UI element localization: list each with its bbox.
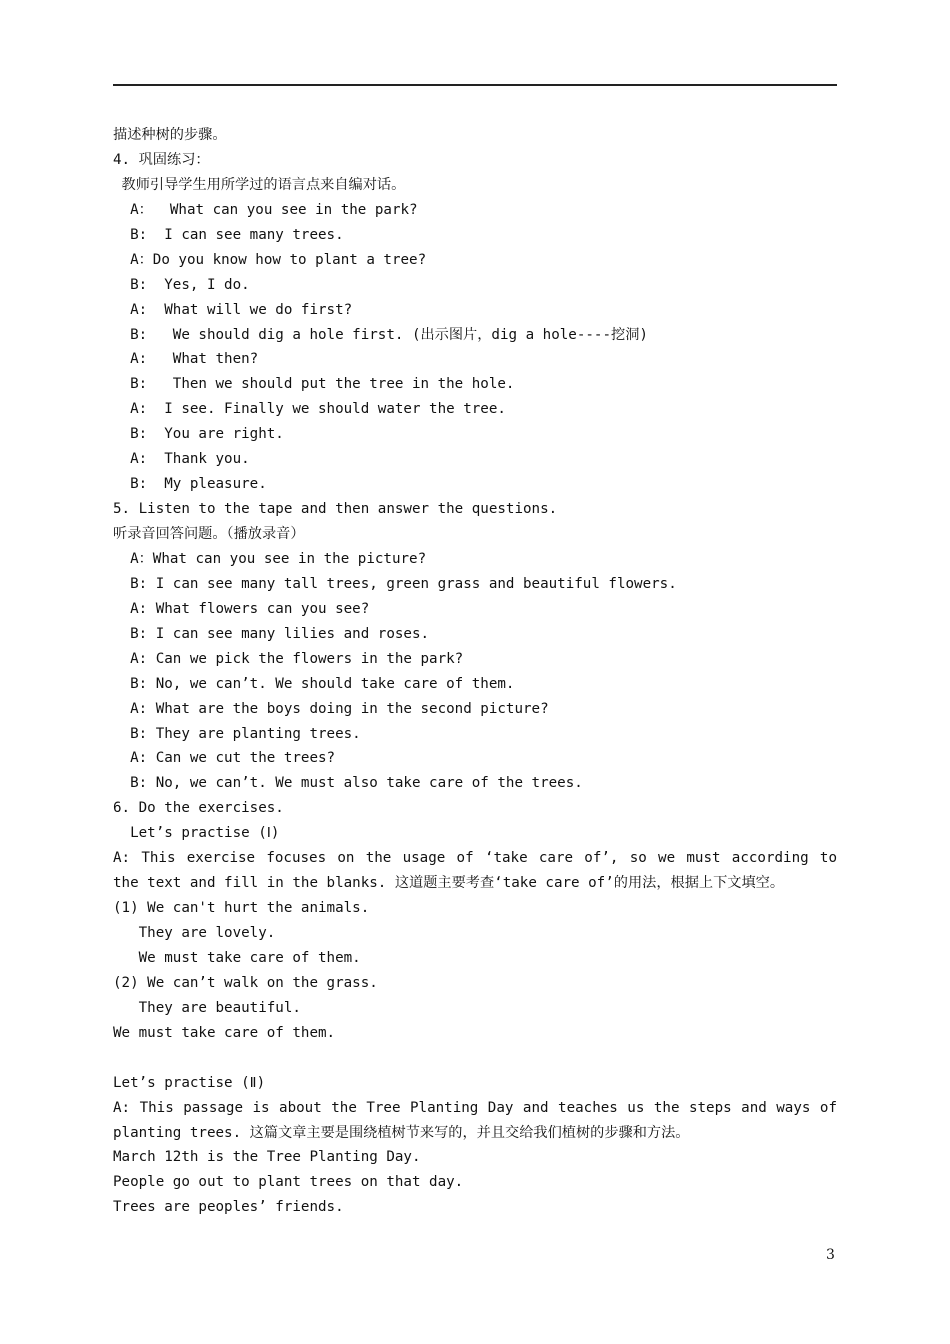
dialogue-line: A: I see. Finally we should water the tree. [113, 401, 506, 418]
dialogue-line: B: I can see many tall trees, green grass and beautiful flowers. [113, 575, 677, 592]
passage-line: March 12th is the Tree Planting Day. [113, 1149, 421, 1166]
dialogue-line: B: I can see many trees. [113, 226, 344, 243]
dialogue-line: A：What can you see in the picture? [113, 550, 427, 567]
dialogue-line: B: You are right. [113, 426, 284, 443]
dialogue-line: A: Thank you. [113, 451, 250, 468]
exercise-heading: Let’s practise (Ⅱ) [113, 1074, 266, 1091]
exercise-item: (2) We can’t walk on the grass. [113, 974, 378, 991]
exercise-item: They are lovely. [113, 925, 276, 941]
dialogue-line: B: No, we can’t. We should take care of them. [113, 675, 515, 692]
dialogue-line: A: What are the boys doing in the second picture? [113, 700, 549, 717]
section-heading: 5. Listen to the tape and then answer the questions. [113, 501, 558, 518]
dialogue-line: B: They are planting trees. [113, 725, 361, 742]
dialogue-line: A: What flowers can you see? [113, 600, 370, 617]
passage-line: People go out to plant trees on that day. [113, 1174, 464, 1191]
section-heading: 6. Do the exercises. [113, 800, 284, 817]
dialogue-line: B: No, we can’t. We must also take care of the trees. [113, 775, 583, 792]
dialogue-line: A: Can we cut the trees? [113, 750, 336, 767]
text-line: planting trees. 这篇文章主要是围绕植树节来写的，并且交给我们植树的步骤和方法。 [113, 1124, 690, 1141]
text-line: 描述种树的步骤。 [113, 127, 227, 143]
text-line: A: This passage is about the Tree Planting Day and teaches us the steps and ways of [113, 1099, 837, 1116]
dialogue-line: B: My pleasure. [113, 476, 267, 493]
dialogue-line: A: What then? [113, 351, 259, 368]
header-rule [113, 84, 837, 86]
exercise-item: We must take care of them. [113, 949, 361, 966]
section-heading: 4. 巩固练习： [113, 151, 210, 168]
dialogue-line: A: What will we do first? [113, 301, 353, 318]
text-line: A: This exercise focuses on the usage of ‘take care of’, so we must according to [113, 850, 837, 867]
document-body [113, 123, 837, 1220]
exercise-item: (1) We can't hurt the animals. [113, 900, 370, 917]
text-line: 听录音回答问题。（播放录音） [113, 526, 305, 542]
dialogue-line: B: We should dig a hole first. (出示图片，dig a hole----挖洞) [113, 326, 648, 343]
text-line: 教师引导学生用所学过的语言点来自编对话。 [113, 176, 406, 193]
dialogue-line: A：Do you know how to plant a tree? [113, 251, 427, 268]
dialogue-line: B: Then we should put the tree in the hole. [113, 376, 515, 393]
text-line: the text and fill in the blanks. 这道题主要考查‘take care of’的用法，根据上下文填空。 [113, 875, 785, 892]
dialogue-line: B: Yes, I do. [113, 276, 250, 293]
exercise-item: We must take care of them. [113, 1024, 336, 1041]
exercise-heading: Let’s practise (Ⅰ) [113, 825, 280, 842]
exercise-item: They are beautiful. [113, 999, 301, 1016]
blank-line [113, 1046, 837, 1071]
passage-line: Trees are peoples’ friends. [113, 1199, 344, 1216]
dialogue-line: A： What can you see in the park? [113, 201, 418, 218]
dialogue-line: B: I can see many lilies and roses. [113, 625, 430, 642]
dialogue-line: A: Can we pick the flowers in the park? [113, 650, 464, 667]
page-number: 3 [826, 1247, 835, 1263]
